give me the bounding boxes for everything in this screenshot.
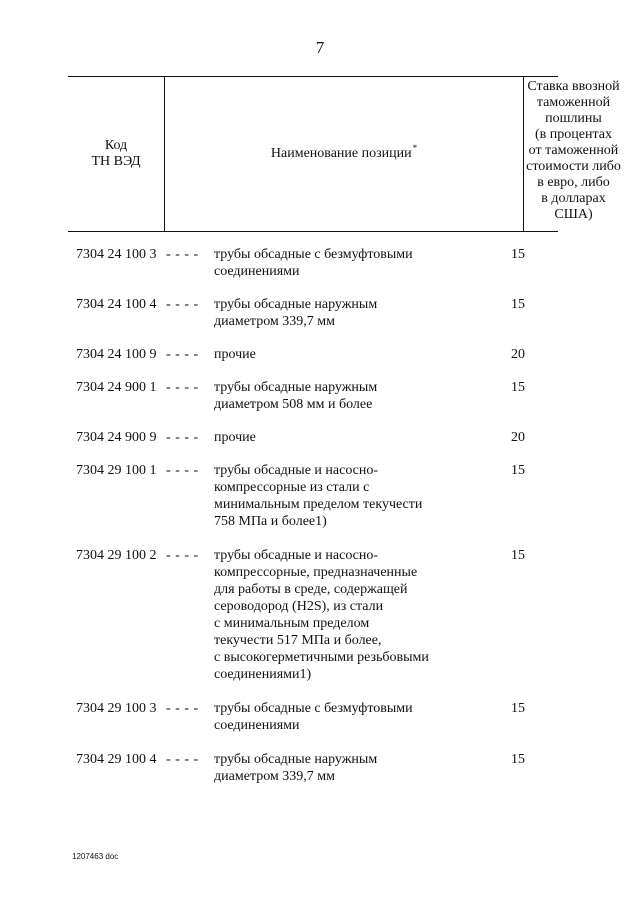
table-row [76,296,556,330]
row-rate: 20 [511,430,525,445]
row-code: 7304 29 100 2 [76,548,157,563]
footer-doc-id: 1207463 doc [72,852,119,861]
row-description: прочие [214,430,256,445]
row-dash: - - - - [166,247,199,262]
row-description: трубы обсадные и насосно- компрессорные из стали с минимальным пределом текучести 758 МПа и более1) [214,463,423,529]
table-header [68,76,621,232]
header-name-footnote-marker: * [412,143,418,153]
row-code: 7304 24 900 1 [76,380,157,395]
row-code: 7304 29 100 3 [76,701,157,716]
row-rate: 15 [511,297,525,312]
header-name [164,77,524,231]
header-rate-label: Ставка ввозной таможенной пошлины (в процентах от таможенной стоимости либо в евро, либо в долларах США) [526,79,621,222]
row-code: 7304 24 100 9 [76,347,157,362]
row-description: трубы обсадные и насосно- компрессорные, предназначенные для работы в среде, содержащей сероводород (H2S), из стали с минимальным пределом текучести 517 МПа и более, с высокогерметичными резьбовыми соединениями1) [214,548,429,682]
table-row [76,751,556,785]
table-row [76,547,556,683]
row-rate: 15 [511,701,525,716]
row-code: 7304 24 900 9 [76,430,157,445]
row-description: трубы обсадные с безмуфтовыми соединениями [214,247,413,279]
row-code: 7304 29 100 1 [76,463,157,478]
row-rate: 15 [511,752,525,767]
table-row [76,246,556,280]
page-number: 7 [315,38,325,57]
row-code: 7304 24 100 4 [76,297,157,312]
row-dash: - - - - [166,297,199,312]
row-rate: 15 [511,463,525,478]
row-dash: - - - - [166,347,199,362]
row-rate: 15 [511,380,525,395]
row-rate: 20 [511,347,525,362]
table-row [76,700,556,734]
table-row [76,379,556,413]
row-dash: - - - - [166,701,199,716]
row-dash: - - - - [166,548,199,563]
header-code-label: Код ТН ВЭД [91,138,141,169]
row-rate: 15 [511,548,525,563]
table-row [76,462,556,530]
row-dash: - - - - [166,752,199,767]
row-description: трубы обсадные наружным диаметром 339,7 мм [214,752,378,784]
header-name-label: Наименование позиции [270,146,412,161]
row-code: 7304 24 100 3 [76,247,157,262]
table-body [76,246,556,785]
row-description: трубы обсадные с безмуфтовыми соединениями [214,701,413,733]
row-dash: - - - - [166,463,199,478]
row-code: 7304 29 100 4 [76,752,157,767]
header-rate [523,77,624,231]
header-code [68,77,164,231]
row-description: прочие [214,347,256,362]
row-description: трубы обсадные наружным диаметром 508 мм и более [214,380,378,412]
table-row [76,429,556,446]
row-dash: - - - - [166,380,199,395]
table-row [76,346,556,363]
row-dash: - - - - [166,430,199,445]
row-rate: 15 [511,247,525,262]
row-description: трубы обсадные наружным диаметром 339,7 мм [214,297,378,329]
